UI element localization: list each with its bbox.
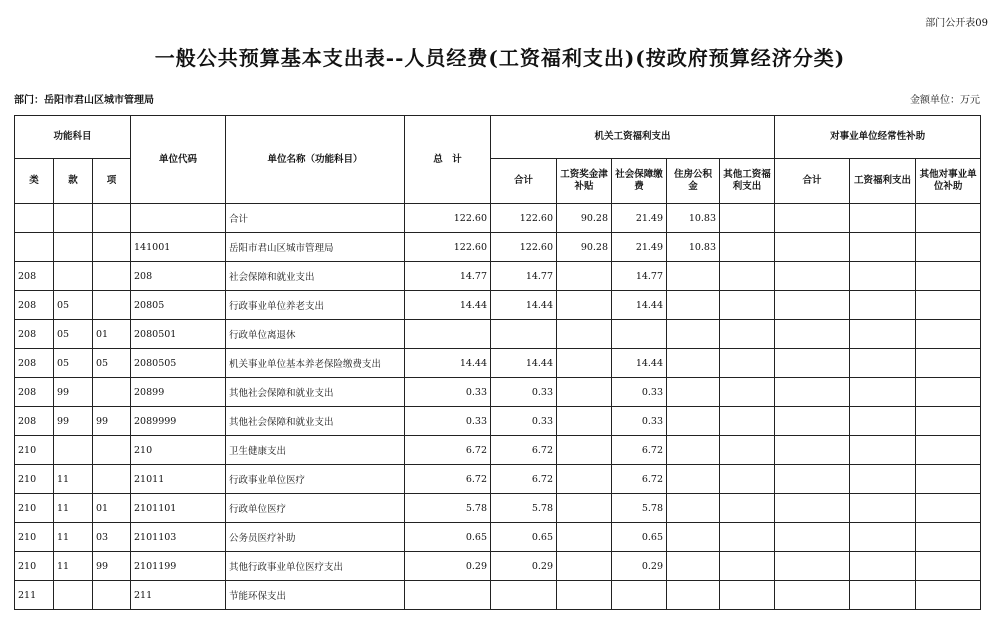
cell-xiang (93, 291, 131, 320)
cell-sub-other (916, 465, 981, 494)
cell-sub-other (916, 407, 981, 436)
cell-total (405, 581, 491, 610)
table-row (15, 262, 981, 291)
cell-unit-code: 211 (131, 581, 226, 610)
table-body (15, 204, 981, 610)
cell-unit-name: 行政事业单位养老支出 (226, 291, 405, 320)
cell-org-housing (667, 494, 720, 523)
table-row (15, 233, 981, 262)
cell-xiang (93, 581, 131, 610)
cell-org-housing: 10.83 (667, 233, 720, 262)
cell-sub-welfare (850, 494, 916, 523)
cell-unit-code: 208 (131, 262, 226, 291)
cell-org-subtotal: 14.77 (491, 262, 557, 291)
cell-org-social: 21.49 (612, 233, 667, 262)
cell-xiang: 99 (93, 552, 131, 581)
table-row (15, 349, 981, 378)
budget-table (14, 115, 981, 610)
cell-org-social (612, 581, 667, 610)
cell-org-other (720, 349, 775, 378)
department-label: 部门：岳阳市君山区城市管理局 (14, 95, 154, 106)
cell-kuan: 11 (54, 552, 93, 581)
cell-xiang: 01 (93, 320, 131, 349)
cell-kuan (54, 204, 93, 233)
cell-unit-code (131, 204, 226, 233)
cell-org-bonus: 90.28 (557, 233, 612, 262)
header-org-subtotal: 合计 (491, 159, 557, 204)
cell-sub-subtotal (775, 233, 850, 262)
cell-sub-subtotal (775, 291, 850, 320)
header-unit-name: 单位名称（功能科目） (226, 116, 405, 204)
table-row (15, 465, 981, 494)
cell-unit-code: 2101103 (131, 523, 226, 552)
cell-xiang (93, 378, 131, 407)
cell-org-housing (667, 436, 720, 465)
header-lei: 类 (15, 159, 54, 204)
cell-org-bonus (557, 552, 612, 581)
cell-kuan (54, 436, 93, 465)
cell-org-subtotal: 6.72 (491, 436, 557, 465)
cell-org-social: 0.33 (612, 378, 667, 407)
cell-org-bonus (557, 407, 612, 436)
cell-org-bonus: 90.28 (557, 204, 612, 233)
cell-sub-welfare (850, 581, 916, 610)
cell-sub-other (916, 349, 981, 378)
cell-kuan: 05 (54, 320, 93, 349)
header-sub-subtotal: 合计 (775, 159, 850, 204)
cell-sub-other (916, 436, 981, 465)
cell-org-housing (667, 378, 720, 407)
cell-total: 122.60 (405, 204, 491, 233)
cell-sub-subtotal (775, 407, 850, 436)
page-code: 部门公开表09 (925, 18, 988, 29)
cell-org-housing (667, 581, 720, 610)
cell-sub-welfare (850, 465, 916, 494)
cell-org-subtotal (491, 581, 557, 610)
cell-org-subtotal: 5.78 (491, 494, 557, 523)
cell-org-subtotal: 14.44 (491, 349, 557, 378)
cell-kuan (54, 262, 93, 291)
cell-total: 0.33 (405, 407, 491, 436)
cell-unit-code: 210 (131, 436, 226, 465)
cell-xiang (93, 465, 131, 494)
cell-org-housing: 10.83 (667, 204, 720, 233)
cell-kuan (54, 581, 93, 610)
cell-org-subtotal: 0.33 (491, 407, 557, 436)
cell-lei: 208 (15, 291, 54, 320)
cell-lei: 208 (15, 320, 54, 349)
header-org-social: 社会保障缴费 (612, 159, 667, 204)
cell-sub-other (916, 378, 981, 407)
cell-unit-code: 2089999 (131, 407, 226, 436)
cell-total: 14.44 (405, 349, 491, 378)
cell-org-bonus (557, 291, 612, 320)
cell-org-subtotal: 6.72 (491, 465, 557, 494)
cell-org-other (720, 262, 775, 291)
cell-unit-name: 卫生健康支出 (226, 436, 405, 465)
cell-org-other (720, 494, 775, 523)
header-total: 总 计 (405, 116, 491, 204)
cell-unit-code: 2101101 (131, 494, 226, 523)
cell-org-other (720, 291, 775, 320)
header-xiang: 项 (93, 159, 131, 204)
cell-sub-subtotal (775, 320, 850, 349)
cell-total: 14.44 (405, 291, 491, 320)
cell-org-other (720, 581, 775, 610)
cell-org-bonus (557, 262, 612, 291)
cell-total: 6.72 (405, 436, 491, 465)
cell-sub-welfare (850, 204, 916, 233)
cell-unit-name: 行政单位医疗 (226, 494, 405, 523)
cell-org-housing (667, 349, 720, 378)
cell-total: 122.60 (405, 233, 491, 262)
cell-lei: 208 (15, 262, 54, 291)
cell-kuan: 11 (54, 523, 93, 552)
cell-kuan (54, 233, 93, 262)
cell-lei (15, 233, 54, 262)
cell-unit-code: 2080501 (131, 320, 226, 349)
cell-sub-subtotal (775, 378, 850, 407)
cell-lei: 210 (15, 552, 54, 581)
table-row (15, 378, 981, 407)
cell-sub-subtotal (775, 465, 850, 494)
cell-sub-subtotal (775, 262, 850, 291)
cell-sub-other (916, 552, 981, 581)
cell-org-subtotal: 14.44 (491, 291, 557, 320)
cell-unit-code: 21011 (131, 465, 226, 494)
cell-lei: 210 (15, 523, 54, 552)
cell-sub-other (916, 494, 981, 523)
cell-unit-name: 行政事业单位医疗 (226, 465, 405, 494)
cell-org-subtotal: 0.65 (491, 523, 557, 552)
cell-org-housing (667, 465, 720, 494)
cell-sub-welfare (850, 523, 916, 552)
cell-org-subtotal (491, 320, 557, 349)
cell-lei: 211 (15, 581, 54, 610)
table-row (15, 552, 981, 581)
header-subsidy-group: 对事业单位经常性补助 (775, 116, 981, 159)
header-sub-other: 其他对事业单位补助 (916, 159, 981, 204)
cell-org-bonus (557, 523, 612, 552)
cell-sub-other (916, 233, 981, 262)
cell-total (405, 320, 491, 349)
cell-xiang: 01 (93, 494, 131, 523)
cell-sub-other (916, 523, 981, 552)
table-row (15, 320, 981, 349)
cell-sub-welfare (850, 320, 916, 349)
cell-org-other (720, 320, 775, 349)
cell-sub-other (916, 581, 981, 610)
cell-sub-other (916, 204, 981, 233)
table-row (15, 494, 981, 523)
cell-unit-name: 合计 (226, 204, 405, 233)
header-sub-welfare: 工资福利支出 (850, 159, 916, 204)
cell-org-bonus (557, 378, 612, 407)
cell-org-housing (667, 407, 720, 436)
cell-org-housing (667, 291, 720, 320)
cell-unit-name: 行政单位离退休 (226, 320, 405, 349)
cell-sub-welfare (850, 407, 916, 436)
cell-org-other (720, 465, 775, 494)
cell-org-social: 0.65 (612, 523, 667, 552)
cell-sub-subtotal (775, 552, 850, 581)
cell-sub-welfare (850, 436, 916, 465)
cell-org-housing (667, 262, 720, 291)
cell-sub-welfare (850, 349, 916, 378)
cell-org-subtotal: 0.29 (491, 552, 557, 581)
table-row (15, 523, 981, 552)
cell-org-housing (667, 320, 720, 349)
cell-lei: 210 (15, 436, 54, 465)
cell-org-social: 0.29 (612, 552, 667, 581)
cell-org-social: 0.33 (612, 407, 667, 436)
table-row (15, 204, 981, 233)
cell-unit-code: 141001 (131, 233, 226, 262)
cell-org-social: 14.44 (612, 291, 667, 320)
cell-total: 14.77 (405, 262, 491, 291)
cell-kuan: 11 (54, 465, 93, 494)
cell-unit-code: 2080505 (131, 349, 226, 378)
cell-sub-welfare (850, 262, 916, 291)
cell-org-other (720, 552, 775, 581)
cell-lei (15, 204, 54, 233)
cell-org-bonus (557, 494, 612, 523)
header-unit-code: 单位代码 (131, 116, 226, 204)
cell-sub-subtotal (775, 523, 850, 552)
cell-xiang (93, 233, 131, 262)
cell-org-subtotal: 0.33 (491, 378, 557, 407)
cell-org-social: 6.72 (612, 436, 667, 465)
cell-unit-code: 20899 (131, 378, 226, 407)
cell-lei: 210 (15, 494, 54, 523)
cell-unit-name: 节能环保支出 (226, 581, 405, 610)
amount-unit: 金额单位：万元 (910, 95, 980, 106)
cell-org-bonus (557, 465, 612, 494)
cell-lei: 208 (15, 378, 54, 407)
cell-org-subtotal: 122.60 (491, 204, 557, 233)
cell-org-social: 21.49 (612, 204, 667, 233)
cell-org-subtotal: 122.60 (491, 233, 557, 262)
cell-org-housing (667, 552, 720, 581)
cell-sub-subtotal (775, 581, 850, 610)
cell-sub-welfare (850, 233, 916, 262)
cell-unit-name: 其他社会保障和就业支出 (226, 378, 405, 407)
header-org-housing: 住房公积金 (667, 159, 720, 204)
table-row (15, 581, 981, 610)
cell-total: 0.29 (405, 552, 491, 581)
cell-kuan: 05 (54, 349, 93, 378)
cell-org-bonus (557, 581, 612, 610)
cell-xiang: 05 (93, 349, 131, 378)
table-row (15, 436, 981, 465)
cell-org-other (720, 407, 775, 436)
cell-lei: 208 (15, 349, 54, 378)
cell-unit-name: 其他行政事业单位医疗支出 (226, 552, 405, 581)
cell-total: 0.65 (405, 523, 491, 552)
cell-unit-name: 其他社会保障和就业支出 (226, 407, 405, 436)
table-row (15, 407, 981, 436)
cell-sub-other (916, 291, 981, 320)
header-kuan: 款 (54, 159, 93, 204)
cell-sub-subtotal (775, 204, 850, 233)
cell-org-other (720, 378, 775, 407)
cell-org-social: 6.72 (612, 465, 667, 494)
cell-kuan: 11 (54, 494, 93, 523)
cell-sub-welfare (850, 378, 916, 407)
cell-sub-subtotal (775, 349, 850, 378)
cell-xiang: 03 (93, 523, 131, 552)
header-org-bonus: 工资奖金津补贴 (557, 159, 612, 204)
cell-org-other (720, 523, 775, 552)
cell-org-bonus (557, 320, 612, 349)
cell-sub-other (916, 320, 981, 349)
cell-unit-code: 2101199 (131, 552, 226, 581)
cell-sub-subtotal (775, 436, 850, 465)
header-func-subject: 功能科目 (15, 116, 131, 159)
cell-org-social: 14.77 (612, 262, 667, 291)
cell-org-other (720, 233, 775, 262)
cell-org-social (612, 320, 667, 349)
cell-total: 5.78 (405, 494, 491, 523)
cell-total: 6.72 (405, 465, 491, 494)
cell-xiang (93, 204, 131, 233)
table-row (15, 291, 981, 320)
cell-unit-code: 20805 (131, 291, 226, 320)
cell-unit-name: 公务员医疗补助 (226, 523, 405, 552)
header-org-group: 机关工资福利支出 (491, 116, 775, 159)
cell-unit-name: 岳阳市君山区城市管理局 (226, 233, 405, 262)
cell-org-social: 5.78 (612, 494, 667, 523)
cell-org-bonus (557, 349, 612, 378)
cell-sub-welfare (850, 552, 916, 581)
cell-org-social: 14.44 (612, 349, 667, 378)
cell-org-housing (667, 523, 720, 552)
cell-org-other (720, 436, 775, 465)
cell-xiang (93, 262, 131, 291)
cell-xiang (93, 436, 131, 465)
header-org-other: 其他工资福利支出 (720, 159, 775, 204)
cell-unit-name: 社会保障和就业支出 (226, 262, 405, 291)
cell-kuan: 99 (54, 407, 93, 436)
page-title: 一般公共预算基本支出表--人员经费(工资福利支出)(按政府预算经济分类) (154, 46, 846, 70)
cell-sub-subtotal (775, 494, 850, 523)
cell-lei: 210 (15, 465, 54, 494)
cell-unit-name: 机关事业单位基本养老保险缴费支出 (226, 349, 405, 378)
cell-kuan: 05 (54, 291, 93, 320)
cell-sub-other (916, 262, 981, 291)
cell-kuan: 99 (54, 378, 93, 407)
cell-org-other (720, 204, 775, 233)
cell-lei: 208 (15, 407, 54, 436)
cell-total: 0.33 (405, 378, 491, 407)
cell-sub-welfare (850, 291, 916, 320)
cell-org-bonus (557, 436, 612, 465)
cell-xiang: 99 (93, 407, 131, 436)
